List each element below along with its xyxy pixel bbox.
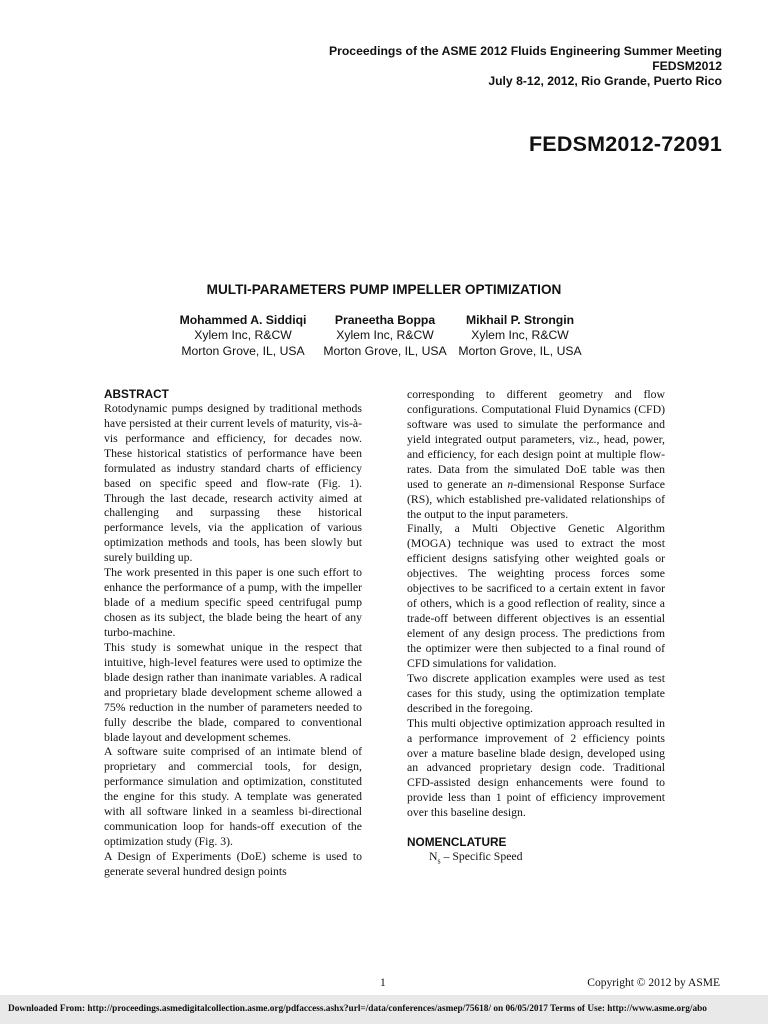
abstract-paragraph: This study is somewhat unique in the respect that intuitive, high-level features were used to optimize the blade design rather than inanimate variables. A radical and proprietary blade development scheme allowed a 75% reduction in the number of parameters needed to fully describe the blade, compared to conventional blade layout and development schemes. <box>104 640 362 744</box>
abstract-paragraph: Finally, a Multi Objective Genetic Algorithm (MOGA) technique was used to extract the most efficient designs satisfying other weighted goals or objectives. The weighting process forces some objectives to be sacrificed to a certain extent in favor of others, which is a good reflection of reality, since a trade-off between different objectives is an essential element of any design process. The predictions from the optimizer were then subjected to a final round of CFD simulations for validation. <box>407 522 665 670</box>
nomenclature-heading: NOMENCLATURE <box>407 835 507 850</box>
body-column-left <box>104 387 362 880</box>
proceedings-title: Proceedings of the ASME 2012 Fluids Engineering Summer Meeting <box>328 44 722 58</box>
proceedings-header <box>122 44 722 89</box>
author-block <box>176 313 310 359</box>
conference-dates-location: July 8-12, 2012, Rio Grande, Puerto Rico <box>488 74 722 88</box>
paragraph-text: -dimensional Response Surface (RS), which established pre-validated relationships of the output to the input parameters. <box>407 477 665 521</box>
paper-title: MULTI-PARAMETERS PUMP IMPELLER OPTIMIZATION <box>206 282 562 297</box>
abstract-paragraph: Rotodynamic pumps designed by traditional methods have persisted at their current levels of maturity, vis-à-vis performance and efficiency, for decades now. These historical statistics of performance have been formulated as industry standard charts of efficiency based on specific speed and flow-rate (Fig. 1). Through the last decade, research activity aimed at challenging and surpassing these historical performance levels, via the application of various optimization methods and tools, has been slowly but surely building up. <box>104 401 362 565</box>
paper-id: FEDSM2012-72091 <box>528 132 722 156</box>
abstract-paragraph: This multi objective optimization approach resulted in a performance improvement of 2 efficiency points over a mature baseline blade design, developed using an advanced proprietary design code. Traditional CFD-assisted design enhancements were found to provide less than 1 point of efficiency improvement over this baseline design. <box>407 716 665 820</box>
author-name: Praneetha Boppa <box>334 313 436 327</box>
author-block <box>453 313 587 359</box>
abstract-paragraph: The work presented in this paper is one such effort to enhance the performance of a pump, with the impeller blade of a medium specific speed centrifugal pump chosen as its subject, the blade being the heart of any turbo-machine. <box>104 566 362 639</box>
paragraph-text: corresponding to different geometry and flow configurations. Computational Fluid Dynamics (CFD) software was used to simulate the performance and yield integrated output parameters, viz., head, power, and efficiency, for each design point at multiple flow-rates. Data from the simulated DoE table was then used to generate an <box>407 388 665 491</box>
author-location: Morton Grove, IL, USA <box>323 343 447 358</box>
author-affiliation: Xylem Inc, R&CW <box>471 328 569 343</box>
abstract-paragraph: A software suite comprised of an intimate blend of proprietary and commercial tools, for design, performance simulation and optimization, constituted the engine for this study. A template was generated with all software linked in a seamless bi-directional communication loop for hands-off execution of the optimization study (Fig. 3). <box>104 745 362 849</box>
conference-code: FEDSM2012 <box>652 59 722 73</box>
abstract-paragraph: A Design of Experiments (DoE) scheme is used to generate several hundred design points <box>104 850 362 878</box>
body-column-right <box>407 388 665 869</box>
author-location: Morton Grove, IL, USA <box>458 343 582 358</box>
download-notice: Downloaded From: http://proceedings.asmedigitalcollection.asme.org/pdfaccess.ashx?url=/data/conferences/asmep/75618/ on 06/05/2017 Terms of Use: http://www.asme.org/abo <box>8 1004 707 1014</box>
italic-symbol: n <box>507 477 514 491</box>
author-affiliation: Xylem Inc, R&CW <box>336 328 434 343</box>
author-block <box>318 313 452 359</box>
author-location: Morton Grove, IL, USA <box>181 343 305 358</box>
author-affiliation: Xylem Inc, R&CW <box>194 328 292 343</box>
abstract-heading: ABSTRACT <box>104 387 169 401</box>
abstract-paragraph <box>407 388 665 522</box>
author-name: Mikhail P. Strongin <box>465 313 575 327</box>
nomenclature-definition: – Specific Speed <box>440 850 523 864</box>
nomenclature-subscript: s <box>437 856 441 866</box>
nomenclature-symbol: N <box>429 850 438 864</box>
page-number: 1 <box>380 977 386 989</box>
abstract-paragraph: Two discrete application examples were used as test cases for this study, using the optimization template described in the foregoing. <box>407 671 665 715</box>
author-name: Mohammed A. Siddiqi <box>179 313 307 327</box>
copyright-notice: Copyright © 2012 by ASME <box>587 977 720 989</box>
nomenclature-item <box>407 850 665 869</box>
